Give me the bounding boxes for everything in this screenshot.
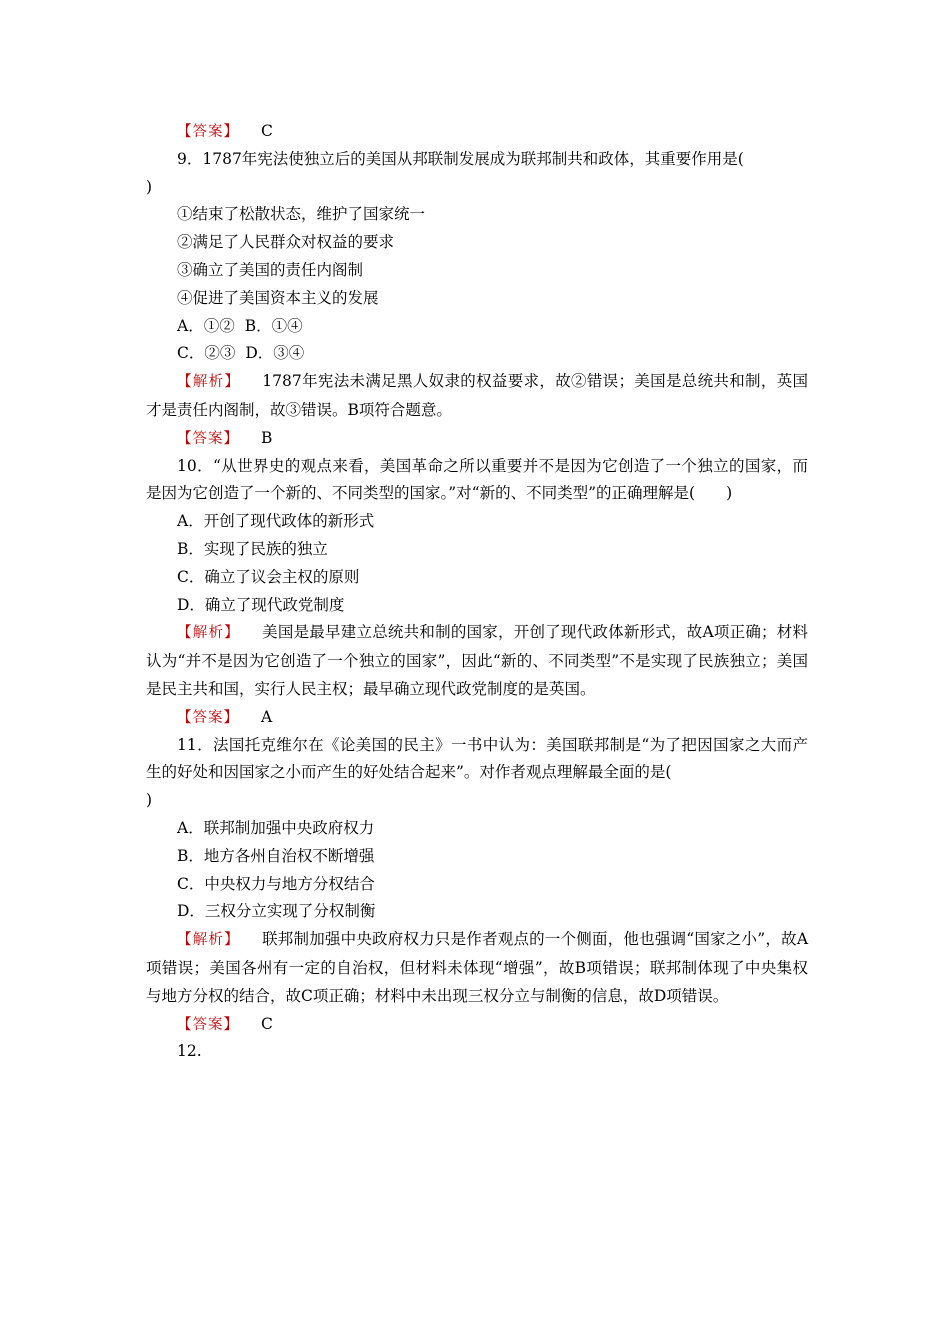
document-page — [146, 118, 808, 1066]
statement-item: ①结束了松散状态，维护了国家统一 — [177, 205, 426, 224]
option: A．联邦制加强中央政府权力 — [177, 818, 375, 837]
answer-tag: 【答案】 — [177, 1016, 239, 1033]
statement-item: ④促进了美国资本主义的发展 — [177, 288, 379, 307]
option: A．开创了现代政体的新形式 — [177, 512, 375, 531]
question-stem: 11．法国托克维尔在《论美国的民主》一书中认为：美国联邦制是“为了把因国家之大而产生的好处和因国家之小而产生的好处结合起来”。对作者观点理解最全面的是( — [146, 735, 808, 782]
option: D．三权分立实现了分权制衡 — [177, 902, 376, 921]
statement-item: ③确立了美国的责任内阁制 — [177, 260, 364, 279]
answer-line — [146, 425, 808, 453]
option: B．①④ — [244, 316, 303, 335]
option: D．确立了现代政党制度 — [177, 595, 345, 614]
option: B．实现了民族的独立 — [177, 539, 328, 558]
option: B．地方各州自治权不断增强 — [177, 846, 375, 865]
analysis-text: 联邦制加强中央政府权力只是作者观点的一个侧面，他也强调“国家之小”，故A项错误；美国各州有一定的自治权，但材料未体现“增强”，故B项错误；联邦制体现了中央集权与地方分权的结合，故C项正确；材料中未出现三权分立与制衡的信息，故D项错误。 — [146, 930, 809, 1005]
analysis-tag: 【解析】 — [177, 932, 240, 949]
option-row — [146, 340, 808, 368]
analysis-paragraph — [146, 368, 808, 425]
question-stem: 9．1787年宪法使独立后的美国从邦联制发展成为联邦制共和政体，其重要作用是( — [177, 149, 744, 168]
analysis-paragraph — [146, 619, 808, 703]
question-stem-end: ) — [146, 791, 153, 810]
answer-tag: 【答案】 — [177, 124, 239, 140]
analysis-tag: 【解析】 — [177, 625, 240, 642]
answer-value: B — [261, 428, 273, 447]
option: A．①② — [177, 316, 235, 335]
option-row — [146, 313, 808, 341]
option: D．③④ — [245, 344, 305, 363]
answer-line — [146, 1011, 808, 1039]
answer-line — [146, 704, 808, 732]
answer-value: A — [261, 707, 273, 726]
question-stem-end: ) — [146, 177, 153, 196]
answer-line — [146, 118, 808, 146]
answer-tag: 【答案】 — [177, 430, 239, 447]
analysis-text: 1787年宪法未满足黑人奴隶的权益要求，故②错误；美国是总统共和制，英国才是责任内阁制，故③错误。B项符合题意。 — [146, 372, 809, 419]
option: C．②③ — [177, 344, 236, 363]
statement-item: ②满足了人民群众对权益的要求 — [177, 233, 395, 252]
analysis-paragraph — [146, 926, 808, 1010]
analysis-tag: 【解析】 — [177, 374, 241, 391]
answer-value: C — [261, 122, 273, 140]
answer-tag: 【答案】 — [177, 709, 239, 726]
answer-value: C — [261, 1014, 273, 1033]
option: C．中央权力与地方分权结合 — [177, 874, 375, 893]
question-stem: 10．“从世界史的观点来看，美国革命之所以重要并不是因为它创造了一个独立的国家，而是因为它创造了一个新的、不同类型的国家。”对“新的、不同类型”的正确理解是( ) — [146, 456, 808, 503]
analysis-text: 美国是最早建立总统共和制的国家，开创了现代政体新形式，故A项正确；材料认为“并不是因为它创造了一个独立的国家”，因此“新的、不同类型”不是实现了民族独立；美国是民主共和国，实行人民主权；最早确立现代政党制度的是英国。 — [146, 623, 808, 698]
option: C．确立了议会主权的原则 — [177, 567, 360, 586]
question-stem: 12. — [177, 1042, 202, 1061]
